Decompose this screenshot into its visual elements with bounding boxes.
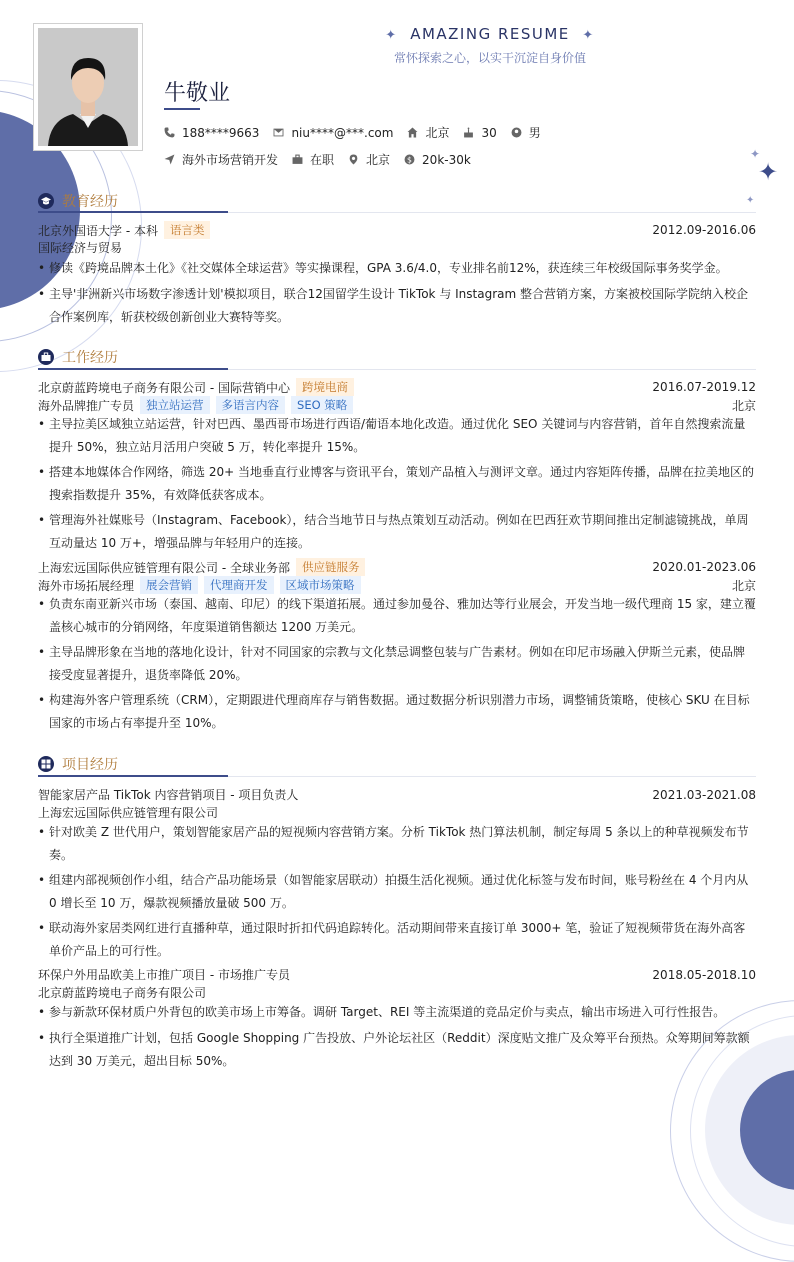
resume-banner bbox=[380, 25, 600, 66]
age-item: 30 bbox=[463, 126, 496, 140]
graduation-cap-icon bbox=[38, 193, 54, 209]
sparkle-icon: ✦ bbox=[582, 28, 595, 43]
home-icon bbox=[407, 127, 418, 138]
list-item: • 主导'非洲新兴市场数字渗透计划'模拟项目，联合12国留学生设计 TikTok 与 Instagram 整合营销方案，方案被校国际学院纳入校企合作案例库，斩获校级创新创业大赛特等奖。 bbox=[38, 287, 749, 324]
list-item: • 主导拉美区域独立站运营，针对巴西、墨西哥市场进行西语/葡语本地化改造。通过优化 SEO 关键词与内容营销，首年自然搜索流量提升 50%，独立站月活用户突破 5 万，转化率提升 15%。 bbox=[38, 417, 746, 454]
skill-tag: 区域市场策略 bbox=[280, 576, 361, 594]
project-name: 智能家居产品 TikTok 内容营销项目 - 项目负责人 bbox=[38, 788, 299, 802]
svg-text:$: $ bbox=[407, 155, 412, 165]
target-city-item: 北京 bbox=[348, 151, 390, 168]
sparkle-icon: ✦ bbox=[758, 158, 779, 186]
mail-icon bbox=[273, 127, 284, 138]
phone-icon bbox=[164, 127, 175, 138]
user-icon bbox=[511, 127, 522, 138]
send-icon bbox=[164, 154, 175, 165]
cake-icon bbox=[463, 127, 474, 138]
job-role: 海外市场拓展经理 bbox=[38, 578, 135, 593]
project-org-line bbox=[38, 984, 756, 1001]
grid-icon bbox=[38, 756, 54, 772]
salary-item: $ 20k-30k bbox=[404, 153, 471, 167]
project-org: 北京蔚蓝跨境电子商务有限公司 bbox=[38, 986, 207, 1000]
skill-tag: 展会营销 bbox=[140, 576, 198, 594]
job-intent-row bbox=[164, 151, 485, 168]
job-role-line bbox=[38, 396, 756, 414]
section-work-header bbox=[38, 347, 756, 367]
avatar-icon bbox=[38, 28, 138, 146]
job-role-line bbox=[38, 576, 756, 594]
banner-subtitle: 常怀探索之心，以实干沉淀自身价值 bbox=[393, 51, 586, 65]
skill-tag: 多语言内容 bbox=[216, 396, 286, 414]
job-city: 北京 bbox=[731, 578, 756, 593]
list-item: • 构建海外客户管理系统（CRM），定期跟进代理商库存与销售数据。通过数据分析识别潜力市场，调整铺货策略，使核心 SKU 在目标国家的市场占有率提升至 10%。 bbox=[38, 693, 750, 730]
candidate-name: 牛敬业 bbox=[164, 81, 231, 106]
project-org-line bbox=[38, 804, 756, 821]
list-item: • 搭建本地媒体合作网络，筛选 20+ 当地垂直行业博客与资讯平台，策划产品植入与测评文章。通过内容矩阵传播，品牌在拉美地区的搜索指数提升 35%，有效降低获客成本。 bbox=[38, 465, 754, 502]
phone-item: 188****9663 bbox=[164, 126, 259, 140]
company-name: 北京蔚蓝跨境电子商务有限公司 - 国际营销中心 bbox=[38, 380, 290, 395]
job-dates: 2020.01-2023.06 bbox=[652, 560, 756, 574]
list-item: • 管理海外社媒账号（Instagram、Facebook），结合当地节日与热点策划互动活动。例如在巴西狂欢节期间推出定制滤镜挑战，单周互动量达 10 万+，增强品牌与年轻用户的连接。 bbox=[38, 513, 749, 550]
job-city: 北京 bbox=[731, 398, 756, 413]
location-item: 北京 bbox=[407, 124, 449, 141]
section-title: 项目经历 bbox=[62, 757, 118, 773]
section-divider-accent bbox=[38, 211, 228, 213]
section-title: 教育经历 bbox=[62, 194, 118, 210]
skill-tag: 独立站运营 bbox=[140, 396, 210, 414]
list-item: • 参与新款环保材质户外背包的欧美市场上市筹备。调研 Target、REI 等主流渠道的竞品定价与卖点，输出市场进入可行性报告。 bbox=[38, 1005, 726, 1019]
project-dates: 2021.03-2021.08 bbox=[652, 787, 756, 802]
list-item: • 联动海外家居类网红进行直播种草，通过限时折扣代码追踪转化。活动期间带来直接订单 3000+ 笔，验证了短视频带货在海外高客单价产品上的可行性。 bbox=[38, 921, 746, 958]
company-name: 上海宏远国际供应链管理有限公司 - 全球业务部 bbox=[38, 560, 290, 575]
education-dates: 2012.09-2016.06 bbox=[652, 223, 756, 237]
project-org: 上海宏远国际供应链管理有限公司 bbox=[38, 806, 219, 820]
list-item: • 针对欧美 Z 世代用户，策划智能家居产品的短视频内容营销方案。分析 TikTok 热门算法机制，制定每周 5 条以上的种草视频发布节奏。 bbox=[38, 825, 749, 862]
sparkle-icon: ✦ bbox=[385, 28, 398, 43]
skill-tag: SEO 策略 bbox=[291, 396, 353, 414]
section-divider-accent bbox=[38, 368, 228, 370]
education-major-line bbox=[38, 239, 756, 256]
section-divider-accent bbox=[38, 775, 228, 777]
job-entry-header bbox=[38, 558, 756, 576]
project-dates: 2018.05-2018.10 bbox=[652, 967, 756, 982]
profile-photo bbox=[33, 23, 143, 151]
education-entry-header bbox=[38, 221, 756, 239]
money-icon bbox=[404, 154, 415, 165]
project-name: 环保户外用品欧美上市推广项目 - 市场推广专员 bbox=[38, 968, 290, 982]
sparkle-icon: ✦ bbox=[750, 147, 761, 161]
job-entry-header bbox=[38, 378, 756, 396]
major: 国际经济与贸易 bbox=[38, 241, 123, 255]
school-name: 北京外国语大学 - 本科 bbox=[38, 223, 158, 238]
school-tag: 语言类 bbox=[164, 221, 211, 239]
list-item: • 执行全渠道推广计划，包括 Google Shopping 广告投放、户外论坛社区（Reddit）深度贴文推广及众筹平台预热。众筹期间筹款额达到 30 万美元，超出目标 50%。 bbox=[38, 1031, 750, 1068]
company-tag: 跨境电商 bbox=[296, 378, 354, 396]
company-tag: 供应链服务 bbox=[296, 558, 366, 576]
banner-title: ✦ AMAZING RESUME ✦ bbox=[385, 25, 595, 43]
contact-row bbox=[164, 124, 555, 141]
map-pin-icon bbox=[348, 154, 359, 165]
section-education-header bbox=[38, 191, 756, 211]
section-projects-header bbox=[38, 754, 756, 774]
list-item: • 负责东南亚新兴市场（泰国、越南、印尼）的线下渠道拓展。通过参加曼谷、雅加达等行业展会，开发当地一级代理商 15 家，建立覆盖核心城市的分销网络，年度渠道销售额达 1200 万美元。 bbox=[38, 597, 756, 634]
job-target-item: 海外市场营销开发 bbox=[164, 151, 278, 168]
job-dates: 2016.07-2019.12 bbox=[652, 380, 756, 394]
sparkle-icon: ✦ bbox=[746, 195, 755, 206]
name-underline bbox=[164, 108, 200, 110]
skill-tag: 代理商开发 bbox=[204, 576, 274, 594]
gender-item: 男 bbox=[511, 124, 541, 141]
project-entry-header bbox=[38, 786, 756, 803]
list-item: • 组建内部视频创作小组，结合产品功能场景（如智能家居联动）拍摄生活化视频。通过优化标签与发布时间，账号粉丝在 4 个月内从 0 增长至 10 万，爆款视频播放量破 500 万。 bbox=[38, 873, 749, 910]
briefcase-icon bbox=[292, 154, 303, 165]
project-entry-header bbox=[38, 966, 756, 983]
briefcase-icon bbox=[38, 349, 54, 365]
section-title: 工作经历 bbox=[62, 350, 118, 366]
job-role: 海外品牌推广专员 bbox=[38, 398, 135, 413]
status-item: 在职 bbox=[292, 151, 334, 168]
email-item: niu****@***.com bbox=[273, 126, 393, 140]
list-item: • 修读《跨境品牌本土化》《社交媒体全球运营》等实操课程，GPA 3.6/4.0，专业排名前12%，获连续三年校级国际事务奖学金。 bbox=[38, 261, 728, 275]
list-item: • 主导品牌形象在当地的落地化设计，针对不同国家的宗教与文化禁忌调整包装与广告素材。例如在印尼市场融入伊斯兰元素，使品牌接受度显著提升，退货率降低 20%。 bbox=[38, 645, 746, 682]
